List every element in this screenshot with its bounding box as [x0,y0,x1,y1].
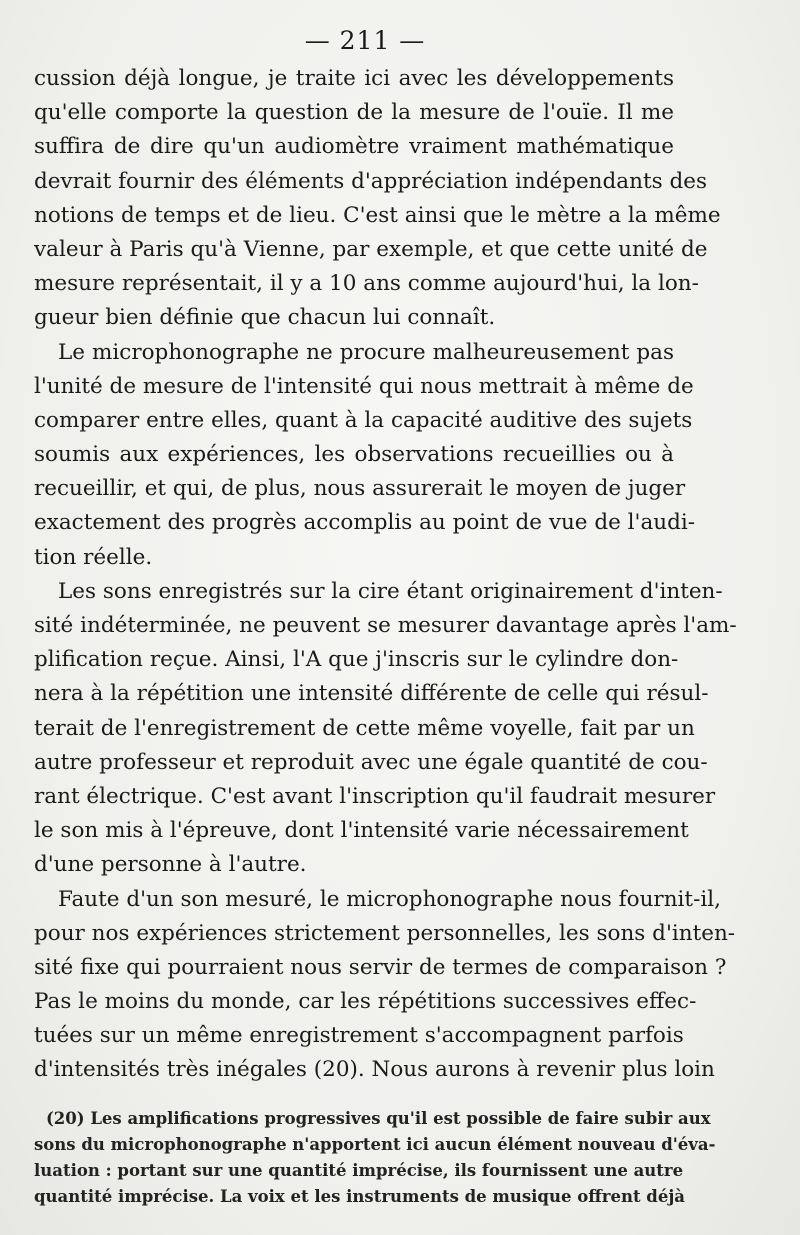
footnote-line: sons du microphonographe n'apportent ici aucun élément nouveau d'éva- [34,1135,716,1154]
text-line: autre professeur et reproduit avec une égale quantité de cou- [34,749,708,775]
text-line: tuées sur un même enregistrement s'accompagnent parfois [34,1023,684,1049]
text-line: Le microphonographe ne procure malheureusement pas [58,339,674,365]
text-line: comparer entre elles, quant à la capacité auditive des sujets [34,407,693,433]
text-line: le son mis à l'épreuve, dont l'intensité varie nécessairement [34,818,689,844]
text-line: Faute d'un son mesuré, le microphonographe nous fournit-il, [58,886,721,912]
text-line: devrait fournir des éléments d'appréciation indépendants des [34,168,707,194]
text-line: gueur bien définie que chacun lui connaît. [34,305,496,331]
text-line: d'une personne à l'autre. [34,852,307,878]
text-line: valeur à Paris qu'à Vienne, par exemple, et que cette unité de [34,236,708,262]
text-line: Pas le moins du monde, car les répétitions successives effec- [34,989,697,1015]
footnote [34,1106,716,1210]
footnote-line: quantité imprécise. La voix et les instruments de musique offrent déjà [34,1187,686,1206]
page-number: — 211 — [304,26,426,55]
text-line: cussion déjà longue, je traite ici avec les développements [34,66,674,91]
text-line: qu'elle comporte la question de la mesure de l'ouïe. Il me [34,100,674,126]
text-line: plification reçue. Ainsi, l'A que j'inscris sur le cylindre don- [34,647,679,673]
text-line: suffira de dire qu'un audiomètre vraiment mathématique [34,134,674,160]
text-line: mesure représentait, il y a 10 ans comme aujourd'hui, la lon- [34,271,699,297]
text-line: sité fixe qui pourraient nous servir de termes de comparaison ? [34,954,727,980]
text-line: l'unité de mesure de l'intensité qui nous mettrait à même de [34,373,694,399]
text-line: d'intensités très inégales (20). Nous aurons à revenir plus loin [34,1057,715,1083]
text-line: pour nos expériences strictement personnelles, les sons d'inten- [34,920,736,946]
text-line: tion réelle. [34,544,153,570]
text-line: recueillir, et qui, de plus, nous assurerait le moyen de juger [34,476,686,502]
text-line: soumis aux expériences, les observations recueillies ou à [34,442,674,468]
text-line: notions de temps et de lieu. C'est ainsi que le mètre a la même [34,202,721,228]
text-line: terait de l'enregistrement de cette même voyelle, fait par un [34,715,695,741]
text-line: exactement des progrès accomplis au point de vue de l'audi- [34,510,696,536]
text-line: nera à la répétition une intensité différente de celle qui résul- [34,681,709,707]
text-line: Les sons enregistrés sur la cire étant originairement d'inten- [58,578,723,604]
footnote-line: luation : portant sur une quantité imprécise, ils fournissent une autre [34,1161,684,1180]
body-text [34,62,737,1088]
text-line: rant électrique. C'est avant l'inscription qu'il faudrait mesurer [34,783,716,809]
footnote-line: (20) Les amplifications progressives qu'il est possible de faire subir aux [46,1109,711,1128]
text-line: sité indéterminée, ne peuvent se mesurer davantage après l'am- [34,613,737,638]
